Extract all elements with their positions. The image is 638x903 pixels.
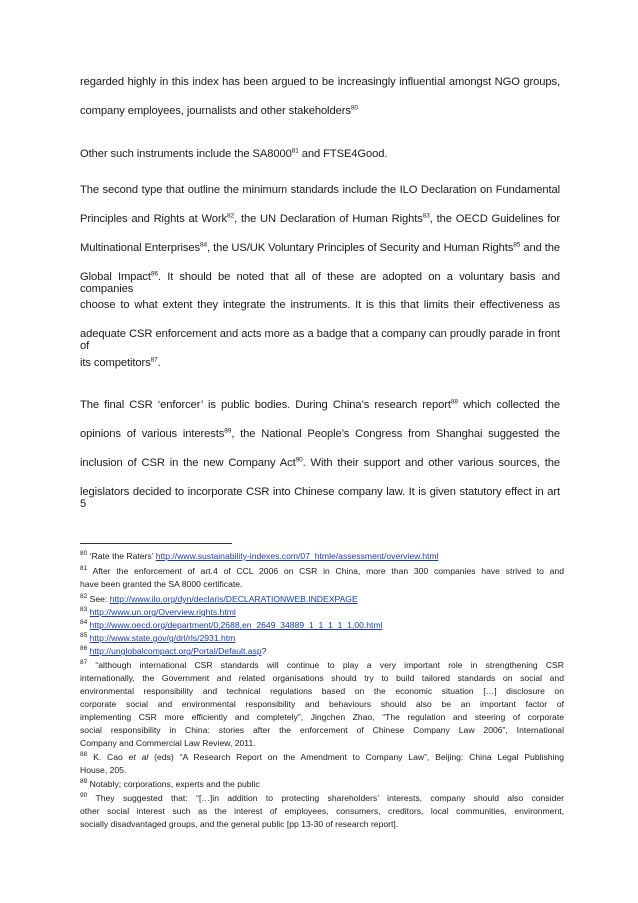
paragraph-line: The second type that outline the minimum standards include the ILO Declaration on Fundamental [80,184,560,196]
footnote-link[interactable]: http://www.state.gov/g/drl/rls/2931.htm [89,633,236,643]
footnote-ref[interactable]: 82 [227,212,235,220]
footnote-80: $^{80}$ ‘Rate the Raters’ http://www.sustainability-indexes.com/07_htmle/assessment/overview.html [80,550,439,561]
footnote-85: $^{85}$ http://www.state.gov/g/drl/rls/2931.htm [80,632,236,643]
footnote-87-cont: corporate social and environmental responsibility and behaviours should also be an important factor of [80,699,564,709]
footnote-ref[interactable]: 84 [200,241,208,249]
footnote-link[interactable]: http://www.oecd.org/department/0,2688,en_2649_34889_1_1_1_1_1,00.html [89,620,383,630]
footnote-87-cont: social responsibility in China: stories after the enforcement of Chinese Company Law 2006”, International [80,725,564,735]
footnote-87-cont: internationally, the Government and related organisations should try to build tailored standards on social and [80,673,564,683]
footnote-ref[interactable]: 88 [450,398,458,406]
footnote-87-cont: implementing CSR more efficiently and completely”, Jingchen Zhao, “The regulation and steering of corporate [80,712,564,722]
paragraph-line: its competitors$^{87}$. [80,356,161,369]
footnote-90: $^{90}$ They suggested that: “[…]in addition to protecting shareholders’ interests, company should also consider [80,792,564,803]
footnote-90-cont: other social interest such as the interest of employees, consumers, creditors, local communities, environment, [80,806,564,816]
footnote-ref[interactable]: 85 [513,241,521,249]
paragraph-line: The final CSR ‘enforcer’ is public bodies. During China’s research report$^{88}$ which collected the [80,398,560,411]
footnote-88-cont: House, 205. [80,765,127,775]
footnote-ref[interactable]: 81 [291,147,299,155]
paragraph-line: adequate CSR enforcement and acts more as a badge that a company can proudly parade in front of [80,328,560,352]
footnote-ref[interactable]: 86 [150,270,158,278]
footnote-81: $^{81}$ After the enforcement of art.4 of CCL 2006 on CSR in China, more than 300 companies have strived to and [80,565,564,576]
footnote-ref[interactable]: 90 [295,456,303,464]
footnote-86: $^{86}$ http://unglobalcompact.org/Portal/Default.asp? [80,645,267,656]
footnote-link[interactable]: http://www.ilo.org/dyn/declaris/DECLARATIONWEB.INDEXPAGE [109,594,358,604]
footnote-88: $^{88}$ K. Cao et al (eds) “A Research Report on the Amendment to Company Law”, Beijing: China Legal Publishing [80,751,564,762]
footnote-87-cont: Company and Commercial Law Review, 2011. [80,738,256,748]
paragraph-line: regarded highly in this index has been argued to be increasingly influential amongst NGO groups, [80,76,560,88]
footnote-82: $^{82}$ See: http://www.ilo.org/dyn/declaris/DECLARATIONWEB.INDEXPAGE [80,593,358,604]
footnote-ref[interactable]: 87 [150,356,158,364]
paragraph-line: Multinational Enterprises$^{84}$, the US/UK Voluntary Principles of Security and Human Rights$^{85}$ and the [80,241,560,254]
paragraph-line: legislators decided to incorporate CSR into Chinese company law. It is given statutory effect in art 5 [80,486,560,510]
paragraph-line: Other such instruments include the SA8000$^{81}$ and FTSE4Good. [80,147,388,160]
footnote-ref[interactable]: 89 [224,427,232,435]
footnote-81-cont: have been granted the SA 8000 certificate. [80,579,243,589]
footnote-90-cont: socially disadvantaged groups, and the general public [pp 13-30 of research report]. [80,819,399,829]
paragraph-line: opinions of various interests$^{89}$, the National People’s Congress from Shanghai suggested the [80,427,560,440]
footnote-87-cont: environmental responsibility and technical regulations based on the economic situation […] disclosure on [80,686,564,696]
paragraph-line: inclusion of CSR in the new Company Act$^{90}$. With their support and other various sources, the [80,456,560,469]
footnote-83: $^{83}$ http://www.un.org/Overview.rights.html [80,606,236,617]
footnote-89: $^{89}$ Notably; corporations, experts and the public [80,778,260,789]
footnote-link[interactable]: http://www.un.org/Overview.rights.html [89,607,236,617]
footnote-link[interactable]: http://www.sustainability-indexes.com/07_htmle/assessment/overview.html [155,551,439,561]
footnote-87: $^{87}$ “although international CSR standards will continue to play a very important role in strengthening CSR [80,659,564,670]
footnote-ref[interactable]: 83 [422,212,430,220]
paragraph-line: choose to what extent they integrate the instruments. It is this that limits their effectiveness as [80,299,560,311]
paragraph-line: Principles and Rights at Work$^{82}$, the UN Declaration of Human Rights$^{83}$, the OECD Guidelines for [80,212,561,225]
paragraph-line: company employees, journalists and other stakeholders$^{80}$ [80,104,358,117]
paragraph-line: Global Impact$^{86}$. It should be noted that all of these are adopted on a voluntary basis and companies [80,270,560,295]
footnote-ref[interactable]: 80 [350,104,358,112]
footnote-link[interactable]: http://unglobalcompact.org/Portal/Default.asp [89,646,262,656]
footnote-separator [80,543,232,544]
footnote-84: $^{84}$ http://www.oecd.org/department/0,2688,en_2649_34889_1_1_1_1_1,00.html [80,619,383,630]
